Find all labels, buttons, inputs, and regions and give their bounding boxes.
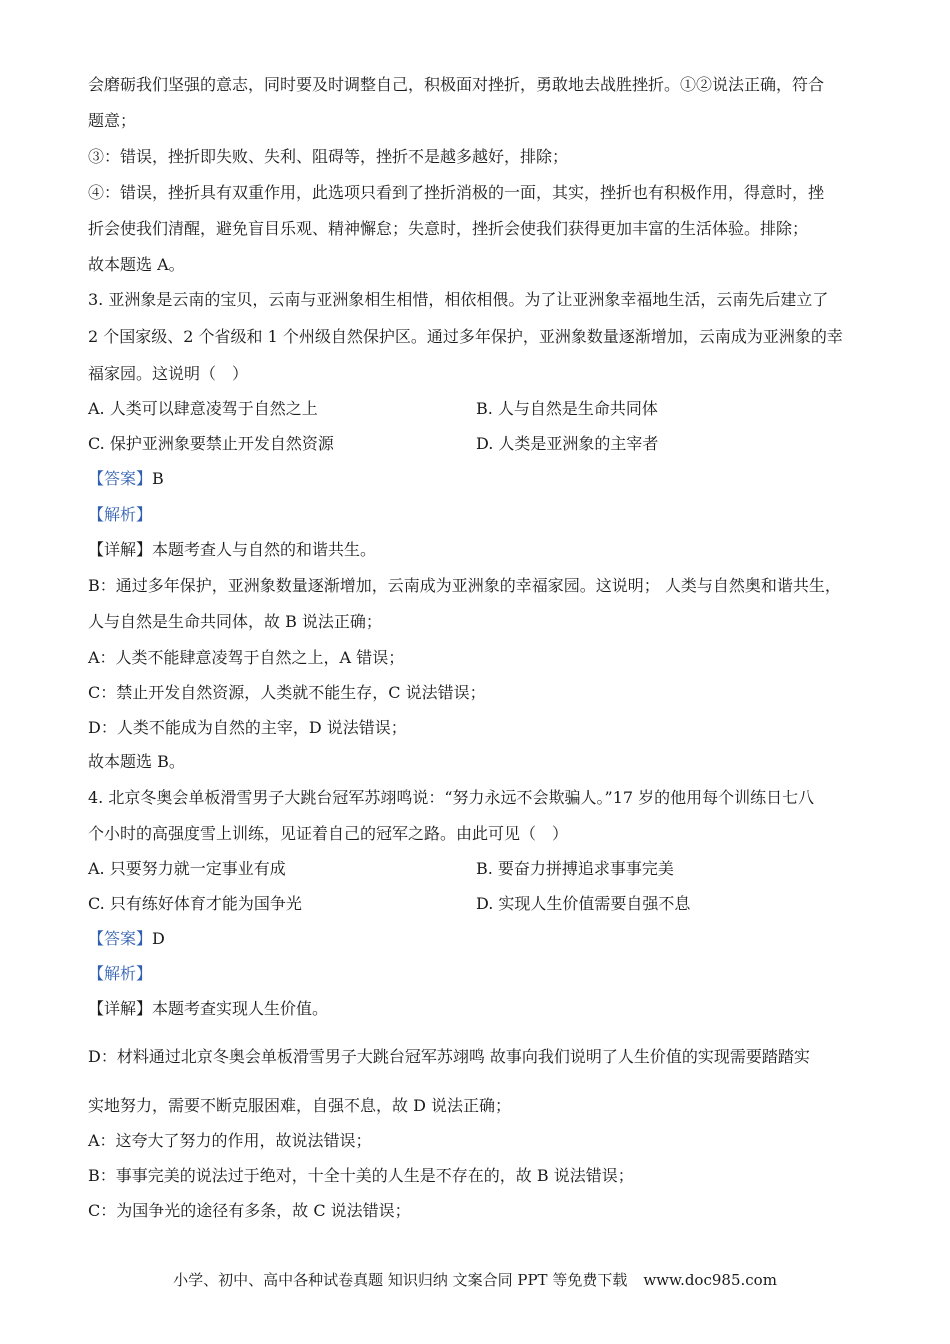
explanation-line: B：事事完美的说法过于绝对，十全十美的人生是不存在的，故 B 说法错误；	[88, 1166, 634, 1185]
text-line: ④：错误，挫折具有双重作用，此选项只看到了挫折消极的一面，其实，挫折也有积极作用，得意时，挫	[88, 183, 825, 202]
explanation-line: A：这夸大了努力的作用，故说法错误；	[88, 1131, 372, 1150]
explanation-line: C：为国争光的途径有多条，故 C 说法错误；	[88, 1201, 411, 1220]
detail-line: 【详解】本题考查人与自然的和谐共生。	[88, 540, 377, 559]
explanation-line: D：材料通过北京冬奥会单板滑雪男子大跳台冠军苏翊鸣 故事向我们说明了人生价值的实现需要踏踏实	[88, 1047, 810, 1066]
detail-line: 【详解】本题考查实现人生价值。	[88, 999, 329, 1018]
explanation-line: 故本题选 B。	[88, 752, 185, 771]
text-line: 题意；	[88, 111, 137, 130]
answer-value: D	[152, 929, 165, 948]
explanation-line: A：人类不能肆意凌驾于自然之上，A 错误；	[88, 648, 405, 667]
option-d: D. 实现人生价值需要自强不息	[476, 894, 691, 913]
question-4-stem: 4. 北京冬奥会单板滑雪男子大跳台冠军苏翊鸣说：“努力永远不会欺骗人。”17 岁的他用每个训练日七八	[88, 788, 815, 807]
question-3-stem: 2 个国家级、2 个省级和 1 个州级自然保护区。通过多年保护，亚洲象数量逐渐增加，云南成为亚洲象的幸	[88, 327, 843, 346]
question-4-stem: 个小时的高强度雪上训练，见证着自己的冠军之路。由此可见（ ）	[88, 824, 569, 843]
option-b: B. 人与自然是生命共同体	[476, 399, 658, 418]
analysis-tag: 【解析】	[88, 964, 153, 983]
analysis-tag: 【解析】	[88, 505, 153, 524]
question-3-stem: 3. 亚洲象是云南的宝贝，云南与亚洲象相生相惜，相依相偎。为了让亚洲象幸福地生活，云南先后建立了	[88, 290, 829, 309]
page-footer	[0, 1270, 950, 1290]
footer-text: 小学、初中、高中各种试卷真题 知识归纳 文案合同 PPT 等免费下载	[173, 1271, 628, 1289]
explanation-line: B：通过多年保护，亚洲象数量逐渐增加，云南成为亚洲象的幸福家园。这说明； 人类与自然奥和谐共生，	[88, 576, 841, 595]
question-3-stem: 福家园。这说明（ ）	[88, 364, 249, 383]
text-line: 故本题选 A。	[88, 255, 185, 274]
explanation-line: C：禁止开发自然资源，人类就不能生存，C 说法错误；	[88, 683, 486, 702]
text-line: ③：错误，挫折即失败、失利、阻碍等，挫折不是越多越好，排除；	[88, 147, 569, 166]
answer-tag: 【答案】	[88, 469, 153, 488]
option-c: C. 保护亚洲象要禁止开发自然资源	[88, 434, 334, 453]
option-d: D. 人类是亚洲象的主宰者	[476, 434, 659, 453]
option-b: B. 要奋力拼搏追求事事完美	[476, 859, 674, 878]
explanation-line: D：人类不能成为自然的主宰，D 说法错误；	[88, 718, 407, 737]
option-a: A. 人类可以肆意凌驾于自然之上	[88, 399, 318, 418]
explanation-line: 人与自然是生命共同体，故 B 说法正确；	[88, 612, 382, 631]
answer-tag: 【答案】	[88, 929, 153, 948]
footer-site-link[interactable]: www.doc985.com	[643, 1271, 777, 1289]
text-line: 折会使我们清醒，避免盲目乐观、精神懈怠；失意时，挫折会使我们获得更加丰富的生活体验。排除；	[88, 219, 809, 238]
text-line: 会磨砺我们坚强的意志，同时要及时调整自己，积极面对挫折，勇敢地去战胜挫折。①②说法正确，符合	[88, 75, 825, 94]
answer-value: B	[152, 469, 164, 488]
explanation-line: 实地努力，需要不断克服困难，自强不息，故 D 说法正确；	[88, 1096, 512, 1115]
option-c: C. 只有练好体育才能为国争光	[88, 894, 302, 913]
answer-line	[88, 929, 165, 949]
option-a: A. 只要努力就一定事业有成	[88, 859, 286, 878]
answer-line	[88, 469, 164, 489]
